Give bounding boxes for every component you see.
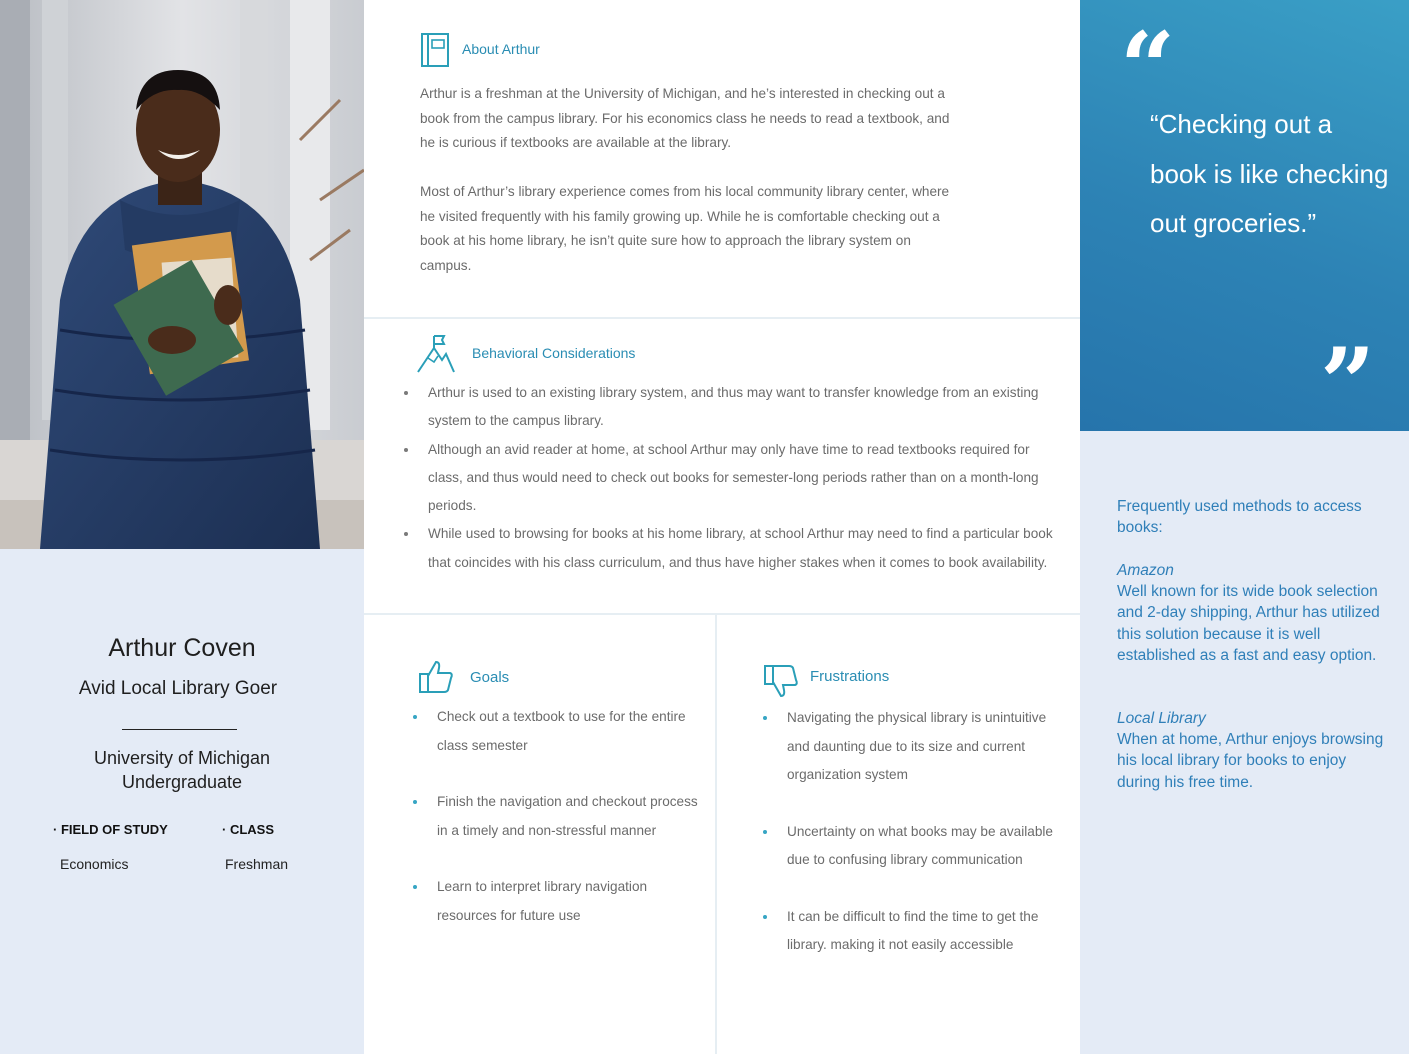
goal-item: Check out a textbook to use for the entire class semester <box>413 703 698 760</box>
methods-amazon <box>1117 560 1387 666</box>
frustration-item: Uncertainty on what books may be available due to confusing library communication <box>763 818 1053 875</box>
quote-sidebar <box>1080 0 1409 1054</box>
university-level: Undergraduate <box>121 772 243 792</box>
class-label: · CLASS <box>222 822 274 837</box>
open-quote-mark: “ <box>1120 11 1176 124</box>
about-paragraph-2: Most of Arthur’s library experience comes from his local community library center, where he visited frequently with his family growing up. While he is comfortable checking out a book at his home library, he isn’t quite sure how to approach the library system on campus. <box>420 184 950 273</box>
section-divider <box>364 613 1080 615</box>
goal-item: Learn to interpret library navigation resources for future use <box>413 873 698 930</box>
methods-local-library <box>1117 708 1387 793</box>
persona-details <box>364 0 1080 1054</box>
goals-list <box>413 703 698 958</box>
behavioral-item: Arthur is used to an existing library system, and thus may want to transfer knowledge from an existing system to the campus library. <box>404 379 1054 436</box>
persona-quote: “Checking out a book is like checking out groceries.” <box>1150 109 1389 238</box>
frustration-item: Navigating the physical library is unintuitive and daunting due to its size and current organization system <box>763 704 1053 790</box>
bullet-dot <box>404 448 408 452</box>
methods-intro: Frequently used methods to access books: <box>1117 498 1362 537</box>
bullet-dot <box>413 885 417 889</box>
local-library-description: When at home, Arthur enjoys browsing his local library for books to enjoy during his free time. <box>1117 731 1384 791</box>
bullet-dot <box>763 830 767 834</box>
frustrations-title: Frustrations <box>810 668 890 685</box>
section-divider <box>364 317 1080 319</box>
persona-sidebar <box>0 0 364 1054</box>
bullet-dot <box>404 391 408 395</box>
local-library-title: Local Library <box>1117 710 1206 727</box>
field-of-study-value: Economics <box>60 856 129 872</box>
book-icon <box>420 32 450 68</box>
thumbs-up-icon <box>418 658 454 694</box>
behavioral-item: Although an avid reader at home, at school Arthur may only have time to read textbooks required for class, and thus would need to check out books for semester-long periods rather than on a month-long periods. <box>404 436 1054 521</box>
persona-photo-illustration <box>0 0 364 549</box>
goals-title: Goals <box>470 669 510 686</box>
about-title: About Arthur <box>462 41 540 57</box>
field-of-study-label: · FIELD OF STUDY <box>53 822 168 837</box>
bullet-dot <box>763 915 767 919</box>
name-divider <box>122 729 237 730</box>
quote-panel <box>1080 0 1409 440</box>
university-line: University of Michigan <box>93 748 271 768</box>
close-quote-mark: ” <box>1320 327 1376 440</box>
mountain-flag-icon <box>416 334 456 374</box>
persona-photo <box>0 0 364 549</box>
persona-role: Avid Local Library Goer <box>78 678 278 699</box>
thumbs-down-icon <box>763 664 799 700</box>
behavioral-list <box>404 379 1054 577</box>
about-paragraph-1: Arthur is a freshman at the University of Michigan, and he’s interested in checking out a book from the campus library. For his economics class he needs to read a textbook, and he is curious if textbooks are available at the library. <box>420 86 950 150</box>
amazon-description: Well known for its wide book selection and 2-day shipping, Arthur has utilized this solution because it is well established as a fast and easy option. <box>1117 583 1380 664</box>
frustration-item: It can be difficult to find the time to get the library. making it not easily accessible <box>763 903 1053 960</box>
class-value: Freshman <box>225 856 289 872</box>
bullet-dot <box>763 716 767 720</box>
amazon-title: Amazon <box>1117 562 1174 579</box>
column-divider <box>715 613 717 1054</box>
goal-item: Finish the navigation and checkout process in a timely and non-stressful manner <box>413 788 698 845</box>
bullet-dot <box>404 532 408 536</box>
bullet-dot <box>413 800 417 804</box>
behavioral-item: While used to browsing for books at his home library, at school Arthur may need to find a particular book that coincides with his class curriculum, and thus have higher stakes when it comes to book availability. <box>404 520 1054 577</box>
bullet-dot <box>413 715 417 719</box>
frustrations-list <box>763 704 1053 988</box>
behavioral-title: Behavioral Considerations <box>472 345 636 361</box>
persona-name: Arthur Coven <box>108 634 256 662</box>
